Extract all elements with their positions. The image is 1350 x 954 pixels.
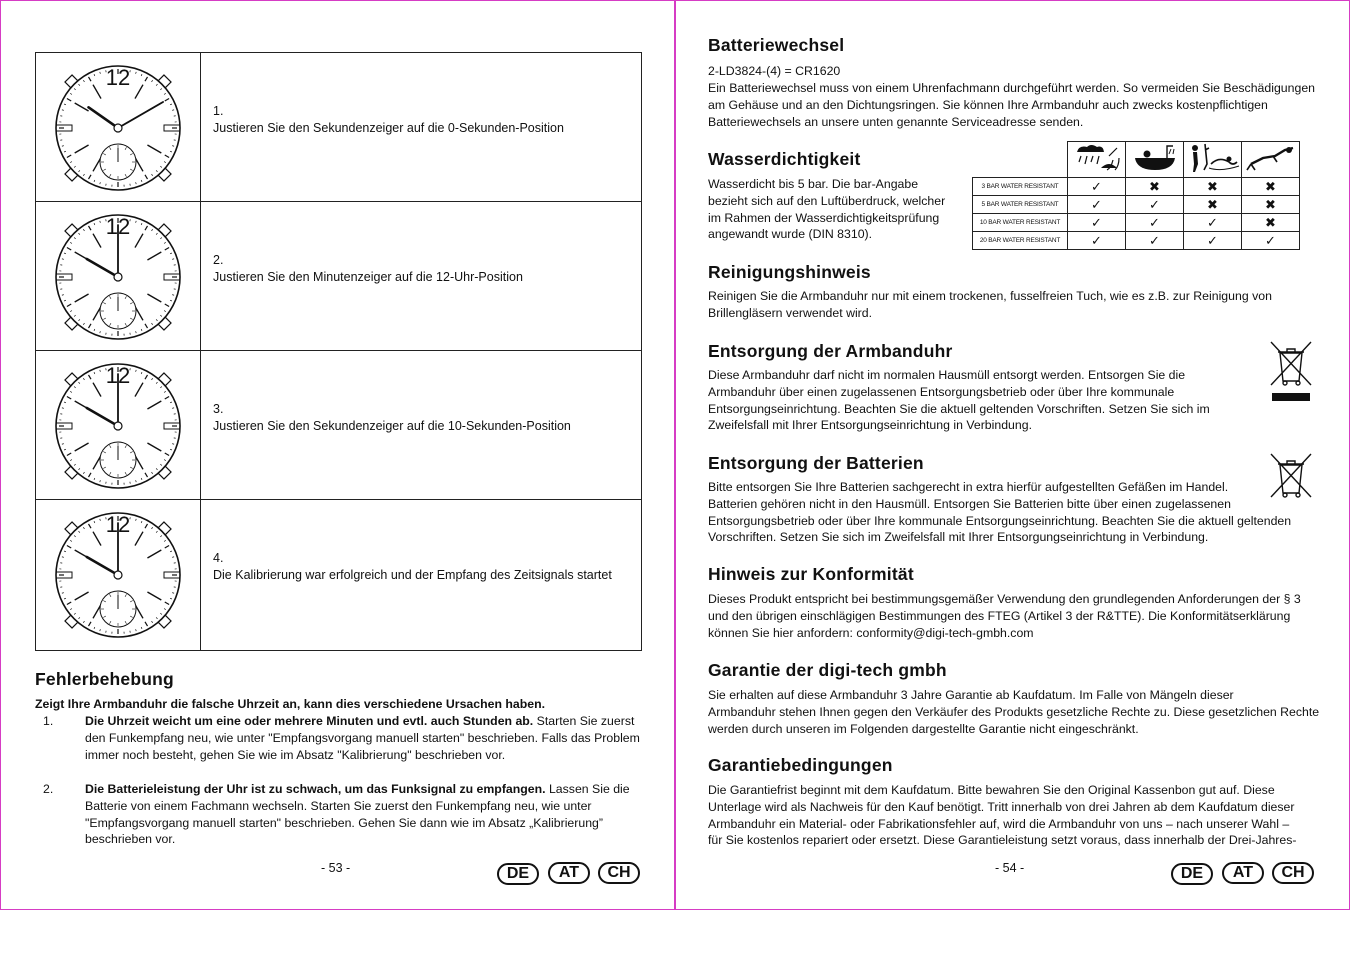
watch-illustration: [36, 53, 201, 201]
table-row: [973, 196, 1300, 214]
icon-cell: [1242, 142, 1300, 178]
table-row: [973, 178, 1300, 196]
section-title-entsorgung-uhr: Entsorgung der Armbanduhr: [708, 341, 953, 361]
section-title-entsorgung-batterien: Entsorgung der Batterien: [708, 453, 924, 473]
country-badge-ch: CH: [1272, 862, 1314, 884]
step-description: Justieren Sie den Sekundenzeiger auf die 0-Sekunden-Position: [213, 121, 564, 135]
mark-cell: ✓: [1068, 178, 1126, 196]
diving-icon: [1243, 142, 1299, 174]
row-label: 5 BAR WATER RESISTANT: [973, 196, 1068, 214]
row-label: 10 BAR WATER RESISTANT: [973, 214, 1068, 232]
entsorgung-batterien-text: Bitte entsorgen Sie Ihre Batterien sachgerecht in extra hierfür aufgestellten Gefäßen im Handel. Batterien gehören nicht in den Hausmüll. Entsorgen Sie Batterien bitte über einen zugelassenen Entsorgungsbetrieb oder über Ihre kommunale Entsorgungseinrichtung. Beachten Sie die aktuell geltenden Vorschriften. Setzen Sie sich im Zweifelsfall mit Ihrer Entsorgungseinrichtung in Verbindung.: [708, 480, 1292, 545]
step-number: 3.: [213, 402, 224, 416]
list-item-bold: Die Batterieleistung der Uhr ist zu schwach, um das Funksignal zu empfangen.: [85, 782, 546, 796]
section-title-garantie: Garantie der digi-tech gmbh: [708, 660, 947, 680]
list-item: Die Uhrzeit weicht um eine oder mehrere Minuten und evtl. auch Stunden ab. Starten Sie zuerst den Funkempfang neu, wie unter "Empfangsvorgang manuell starten" beschrieben. Falls das Problem immer noch besteht, gehen Sie wie im Absatz "Kalibrierung" beschrieben vor.: [85, 714, 640, 762]
mark-cell: ✓: [1184, 232, 1242, 250]
step-text: [213, 550, 612, 584]
watch-illustration: [36, 500, 201, 650]
list-item-number: 1.: [43, 714, 54, 728]
list-item-bold: Die Uhrzeit weicht um eine oder mehrere Minuten und evtl. auch Stunden ab.: [85, 714, 534, 728]
row-label: 20 BAR WATER RESISTANT: [973, 232, 1068, 250]
step-row: [36, 351, 641, 500]
rain-splash-icon: [1069, 142, 1125, 174]
fehlerbehebung-intro: Zeigt Ihre Armbanduhr die falsche Uhrzeit an, kann dies verschiedene Ursachen haben.: [35, 697, 546, 711]
mark-cell: ✖: [1242, 196, 1300, 214]
icon-cell: [1068, 142, 1126, 178]
country-badge-ch: CH: [598, 862, 640, 884]
watch-illustration: [36, 351, 201, 499]
water-resistance-table: [972, 141, 1300, 250]
section-title-konformitaet: Hinweis zur Konformität: [708, 564, 914, 584]
svg-text:12: 12: [105, 363, 131, 388]
country-badge-at: AT: [1222, 862, 1264, 884]
entsorgung-uhr-text: Diese Armbanduhr darf nicht im normalen Hausmüll entsorgt werden. Entsorgen Sie die Armbanduhr über einen zugelassenen Entsorgungsbetrieb oder über Ihre kommunale Entsorgungseinrichtung. Beachten Sie die aktuell geltenden Vorschriften. Setzen Sie sich im Zweifelsfall mit Ihrer Entsorgungseinrichtung in Verbindung.: [708, 368, 1210, 433]
reinigung-text: Reinigen Sie die Armbanduhr nur mit einem trockenen, fusselfreien Tuch, wie es z.B. zur Reinigung von Brillengläsern verwendet wird.: [708, 289, 1272, 320]
batteriewechsel-text: Ein Batteriewechsel muss von einem Uhrenfachmann durchgeführt werden. So vermeiden Sie Beschädigungen am Gehäuse und an den Dichtungsringen. Sie können Ihre Armbanduhr auch zwecks kostenpflichtigen Batteriewechsels an unsere unten genannte Serviceadresse senden.: [708, 81, 1315, 129]
watch-illustration: [36, 202, 201, 350]
watch-icon: [48, 207, 188, 347]
section-title-fehlerbehebung: Fehlerbehebung: [35, 669, 174, 689]
icon-cell: [1126, 142, 1184, 178]
step-row: [36, 500, 641, 650]
mark-cell: ✖: [1184, 178, 1242, 196]
mark-cell: ✓: [1126, 232, 1184, 250]
step-row: [36, 53, 641, 202]
mark-cell: ✓: [1068, 232, 1126, 250]
table-row: [973, 232, 1300, 250]
page-number: - 54 -: [995, 861, 1025, 875]
row-label: 3 BAR WATER RESISTANT: [973, 178, 1068, 196]
step-text: [213, 401, 571, 435]
battery-code: 2-LD3824-(4) = CR1620: [708, 64, 841, 78]
list-item: Die Batterieleistung der Uhr ist zu schwach, um das Funksignal zu empfangen. Lassen Sie die Batterie von einem Fachmann wechseln. Starten Sie zuerst den Funkempfang neu, wie unter "Empfangsvorgang manuell starten" beschrieben. Gehen Sie dann wie im Absatz „Kalibrierung” beschrieben vor.: [85, 782, 630, 847]
section-title-reinigung: Reinigungshinweis: [708, 262, 871, 282]
crossed-bin-battery-icon: [1268, 451, 1314, 499]
calibration-steps-table: [35, 52, 642, 651]
garantie-text: Sie erhalten auf diese Armbanduhr 3 Jahre Garantie ab Kaufdatum. Im Falle von Mängeln dieser Armbanduhr stehen Ihnen gegen den Verkäufer des Produkts gesetzliche Rechte zu. Diese gesetzlichen Rechte werden durch unseren im Folgenden dargestellte Garantie nicht eingeschränkt.: [708, 688, 1320, 736]
section-title-garantiebedingungen: Garantiebedingungen: [708, 755, 893, 775]
garantiebedingungen-text: Die Garantiefrist beginnt mit dem Kaufdatum. Bitte bewahren Sie den Original Kassenbon gut auf. Diese Unterlage wird als Nachweis für den Kauf benötigt. Tritt innerhalb von drei Jahren ab dem Kaufdatum dieser Armbanduhr ein Material- oder Fabrikationsfehler auf, wird die Armbanduhr von uns – nach unserer Wahl – für Sie kostenlos repariert oder ersetzt. Diese Garantieleistung setzt voraus, dass innerhalb der Drei-Jahres-: [708, 783, 1297, 848]
right-page: [675, 0, 1350, 910]
svg-text:12: 12: [105, 65, 131, 90]
step-number: 1.: [213, 104, 224, 118]
crossed-bin-icon: [1268, 339, 1314, 403]
section-title-wasserdichtigkeit: Wasserdichtigkeit: [708, 149, 861, 169]
mark-cell: ✓: [1184, 214, 1242, 232]
watch-icon: [48, 505, 188, 645]
step-text: [213, 103, 564, 137]
mark-cell: ✓: [1242, 232, 1300, 250]
konformitaet-text: Dieses Produkt entspricht bei bestimmungsgemäßer Verwendung den grundlegenden Anforderungen der § 3 und den übrigen einschlägigen Bestimmungen des FTEG (Artikel 3 der R&TTE). Die Konformitätserklärung können Sie hier anfordern: conformity@digi-tech-gmbh.com: [708, 592, 1301, 640]
wasserdichtigkeit-text: Wasserdicht bis 5 bar. Die bar-Angabe bezieht sich auf den Luftüberdruck, welcher im Rahmen der Wasserdichtigkeitsprüfung angewandt wurde (DIN 8310).: [708, 177, 946, 242]
icon-cell: [1184, 142, 1242, 178]
swimming-icon: [1185, 142, 1241, 174]
mark-cell: ✓: [1126, 214, 1184, 232]
step-row: [36, 202, 641, 351]
watch-icon: [48, 58, 188, 198]
country-badge-at: AT: [548, 862, 590, 884]
table-row: [973, 214, 1300, 232]
section-title-batteriewechsel: Batteriewechsel: [708, 35, 845, 55]
svg-text:12: 12: [105, 512, 131, 537]
step-number: 4.: [213, 551, 224, 565]
mark-cell: ✓: [1068, 214, 1126, 232]
page-number: - 53 -: [321, 861, 351, 875]
step-description: Justieren Sie den Minutenzeiger auf die 12-Uhr-Position: [213, 270, 523, 284]
bath-shower-icon: [1127, 142, 1183, 174]
list-item-number: 2.: [43, 782, 54, 796]
watch-icon: [48, 356, 188, 496]
mark-cell: ✓: [1068, 196, 1126, 214]
mark-cell: ✓: [1126, 196, 1184, 214]
mark-cell: ✖: [1242, 178, 1300, 196]
step-description: Die Kalibrierung war erfolgreich und der Empfang des Zeitsignals startet: [213, 568, 612, 582]
step-description: Justieren Sie den Sekundenzeiger auf die 10-Sekunden-Position: [213, 419, 571, 433]
svg-text:12: 12: [105, 214, 131, 239]
mark-cell: ✖: [1184, 196, 1242, 214]
mark-cell: ✖: [1242, 214, 1300, 232]
left-page: [0, 0, 675, 910]
step-text: [213, 252, 523, 286]
step-number: 2.: [213, 253, 224, 267]
mark-cell: ✖: [1126, 178, 1184, 196]
country-badge-de: DE: [497, 863, 539, 885]
country-badge-de: DE: [1171, 863, 1213, 885]
